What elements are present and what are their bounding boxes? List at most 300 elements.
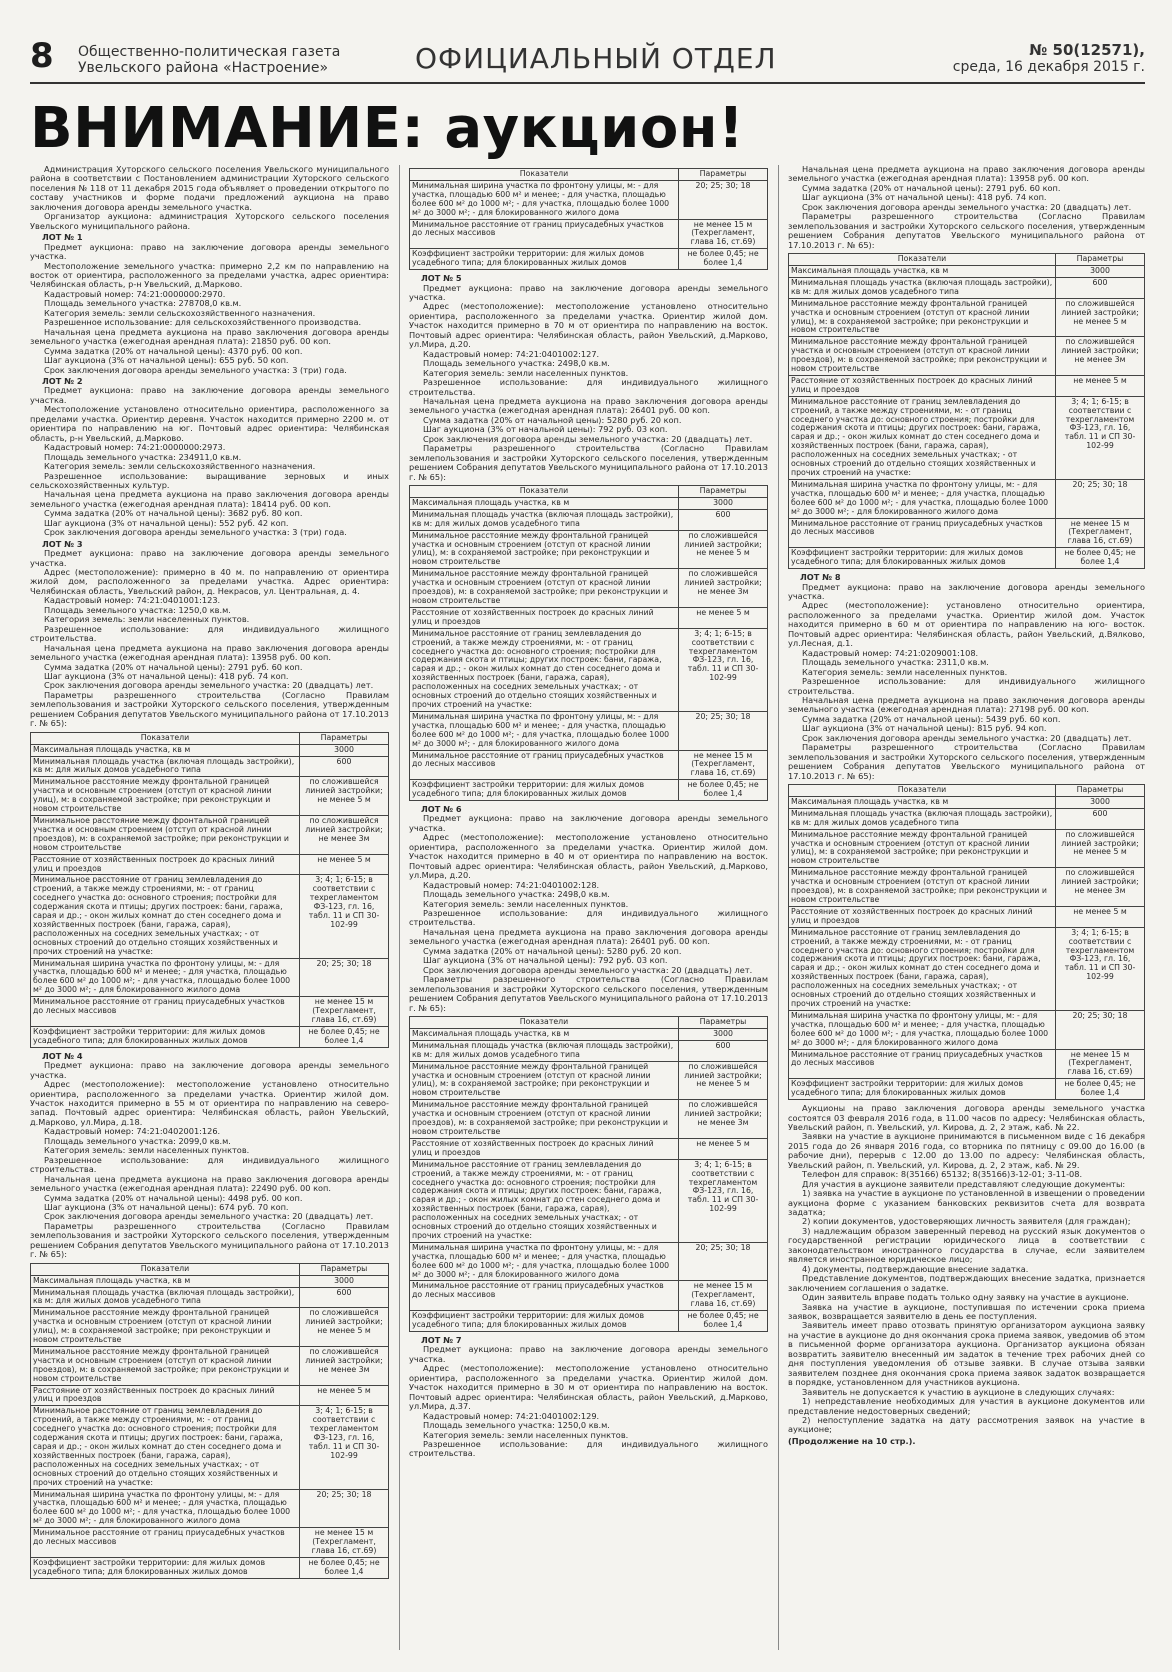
indicator-cell: Минимальное расстояние между фронтальной границей участка и основным строением (отступ от красной линии улиц), м: в сохраняемой застройке; при реконструкции и новом строительстве — [789, 829, 1056, 868]
issue-info — [953, 42, 1145, 75]
paragraph: Срок заключения договора аренды земельного участка: 3 (три) года. — [44, 364, 347, 375]
value-cell: 3000 — [679, 497, 768, 509]
indicator-cell: Коэффициент застройки территории: для жилых домов усадебного типа; для блокированных жилых домов — [410, 1311, 679, 1332]
value-cell: 3; 4; 1; 6-15; в соответствии с техрегламентом ФЗ-123, гл. 16, табл. 11 и СП 30-102-99 — [1056, 927, 1145, 1010]
paragraph: Площадь земельного участка: 1250,0 кв.м. — [44, 604, 231, 615]
value-cell: 600 — [679, 1040, 768, 1061]
table-row — [31, 1557, 389, 1578]
value-cell: не менее 15 м (Техрегламент, глава 16, ст.69) — [679, 219, 768, 249]
paragraph: Предмет аукциона: право на заключение договора аренды земельного участка. — [409, 1344, 768, 1364]
paragraph: Организатор аукциона: администрация Хуторского сельского поселения Увельского муниципального района. — [30, 211, 389, 231]
paragraph: Категория земель: земли сельскохозяйственного назначения. — [44, 307, 316, 318]
table-row — [410, 219, 768, 249]
paragraph: Кадастровый номер: 74:21:0401002:128. — [423, 879, 600, 890]
paragraph: Адрес (местоположение): местоположение установлено относительно ориентира, расположенного за пределами участка. Ориентир жилой дом. Участок находится примерно в 70 м от ориентира по направлению на восток. Почтовый адрес ориентира: Челябинская область, район Увельский, д.Марково, ул.Мира, д.20. — [409, 301, 768, 350]
indicator-cell: Коэффициент застройки территории: для жилых домов усадебного типа; для блокированных жилых домов — [410, 780, 679, 801]
indicator-cell: Минимальное расстояние между фронтальной границей участка и основным строением (отступ от красной линии проездов), м: в сохраняемой застройке; при реконструкции и новом строительстве — [789, 868, 1056, 907]
table-header-cell: Параметры — [679, 1017, 768, 1029]
paragraph: Местоположение земельного участка: примерно 2,2 км по направлению на восток от ориентира, расположенного за пределами участка, адрес ориентира: Челябинская область, р-н Увельский, д.Марково. — [30, 260, 389, 290]
paragraph: Срок заключения договора аренды земельного участка: 20 (двадцать) лет. — [802, 201, 1132, 212]
indicator-cell: Минимальное расстояние от границ землевладения до строений, а также между строениями, м: - от границ соседнего участка до: основного строения; постройки для содержания скота и птицы; других построек: бани, гаража, сарая и др.; - окон жилых комнат до стен соседнего дома и хозяйственных построек (бани, гаража, сарая), расположенных на соседних земельных участках; - от основных строений до отдельно стоящих хозяйственных и прочих строений на участке: — [410, 1159, 679, 1242]
paragraph: Предмет аукциона: право на заключение договора аренды земельного участка. — [409, 282, 768, 302]
paragraph: Адрес (местоположение): местоположение установлено относительно ориентира, расположенного за пределами участка. Ориентир жилой дом. Участок находится примерно в 55 м от ориентира по направлению на северо-запад. Почтовый адрес ориентира: Челябинская область, район Увельский, д.Марково, ул.Мира, д.18. — [30, 1079, 389, 1127]
indicator-cell: Минимальное расстояние от границ землевладения до строений, а также между строениями, м: - от границ соседнего участка до: основного строения; постройки для содержания скота и птицы; других построек: бани, гаража, сарая и др.; - окон жилых комнат до стен соседнего дома и хозяйственных построек (бани, гаража, сарая), расположенных на соседних земельных участках; - от основных строений до отдельно стоящих хозяйственных и прочих строений на участке: — [31, 1406, 300, 1489]
indicator-cell: Расстояние от хозяйственных построек до красных линий улиц и проездов — [31, 1385, 300, 1406]
table-row — [410, 497, 768, 509]
table-row — [410, 607, 768, 628]
indicator-cell: Минимальное расстояние от границ приусадебных участков до лесных массивов — [31, 1528, 300, 1558]
paragraph: Предмет аукциона: право на заключение договора аренды земельного участка. — [30, 548, 389, 568]
indicator-cell: Минимальное расстояние между фронтальной границей участка и основным строением (отступ от красной линии проездов), м: в сохраняемой застройке; при реконструкции и новом строительстве — [410, 1100, 679, 1139]
paragraph: 2) копии документов, удостоверяющих личность заявителя (для граждан); — [802, 1216, 1131, 1227]
paragraph: Сумма задатка (20% от начальной цены): 4370 руб. 00 коп. — [44, 345, 303, 356]
paragraph: Срок заключения договора аренды земельного участка: 20 (двадцать) лет. — [44, 680, 374, 691]
table-row — [31, 875, 389, 958]
paragraph: Срок заключения договора аренды земельного участка: 20 (двадцать) лет. — [44, 1211, 374, 1222]
table-row — [31, 1528, 389, 1558]
paragraph: Начальная цена предмета аукциона на право заключения договора аренды земельного участка (ежегодная арендная плата): 22490 руб. 00 коп. — [30, 1173, 389, 1194]
indicator-cell: Минимальная ширина участка по фронтону улицы, м: - для участка, площадью 600 м² и менее; - для участка, площадью более 600 м² до 1000 м²; - для участка, площадью более 1000 м² до 3000 м²; - для блокированного жилого дома — [789, 1010, 1056, 1049]
paragraph: Сумма задатка (20% от начальной цены): 2791 руб. 60 коп. — [44, 661, 303, 672]
paragraph: Категория земель: земли населенных пунктов. — [423, 367, 629, 378]
paragraph: Разрешенное использование: для индивидуального жилищного строительства. — [409, 1438, 768, 1459]
value-cell: по сложившейся линией застройки; не менее 5 м — [300, 1308, 389, 1347]
table-row — [410, 711, 768, 750]
lot-heading: ЛОТ № 3 — [42, 538, 83, 549]
indicator-cell: Минимальное расстояние от границ землевладения до строений, а также между строениями, м: - от границ соседнего участка до: основного строения; постройки для содержания скота и птицы; других построек: бани, гаража, сарая и др.; - окон жилых комнат до стен соседнего дома и хозяйственных построек (бани, гаража, сарая), расположенных на соседних земельных участках; - от основных строений до отдельно стоящих хозяйственных и прочих строений на участке: — [789, 396, 1056, 479]
value-cell: по сложившейся линией застройки; не менее 3м — [679, 1100, 768, 1139]
paragraph: Начальная цена предмета аукциона на право заключения договора аренды земельного участка (ежегодная арендная плата): 27198 руб. 00 коп. — [788, 694, 1145, 715]
table-row — [410, 1242, 768, 1281]
value-cell: 3; 4; 1; 6-15; в соответствии с техрегламентом ФЗ-123, гл. 16, табл. 11 и СП 30-102-99 — [679, 628, 768, 711]
table-row — [410, 1028, 768, 1040]
indicator-cell: Минимальное расстояние между фронтальной границей участка и основным строением (отступ от красной линии улиц), м: в сохраняемой застройке; при реконструкции и новом строительстве — [410, 530, 679, 569]
paragraph: Шаг аукциона (3% от начальной цены): 792 руб. 03 коп. — [423, 955, 668, 966]
indicator-cell: Минимальное расстояние от границ приусадебных участков до лесных массивов — [410, 219, 679, 249]
newspaper-name-line1: Общественно-политическая газета — [78, 44, 341, 60]
table-row — [31, 1406, 389, 1489]
table-row — [410, 1061, 768, 1100]
paragraph: Предмет аукциона: право на заключение договора аренды земельного участка. — [30, 1060, 389, 1080]
column-divider — [399, 165, 400, 1650]
column-1 — [30, 165, 389, 1650]
table-row — [410, 750, 768, 780]
indicator-cell: Минимальное расстояние между фронтальной границей участка и основным строением (отступ от красной линии улиц), м: в сохраняемой застройке; при реконструкции и новом строительстве — [789, 298, 1056, 337]
paragraph: Категория земель: земли населенных пунктов. — [423, 1429, 629, 1440]
value-cell: не менее 15 м (Техрегламент, глава 16, ст.69) — [1056, 518, 1145, 548]
value-cell: не менее 15 м (Техрегламент, глава 16, ст.69) — [679, 750, 768, 780]
table-row — [31, 1275, 389, 1287]
value-cell: 3; 4; 1; 6-15; в соответствии с техрегламентом ФЗ-123, гл. 16, табл. 11 и СП 30-102-99 — [679, 1159, 768, 1242]
paragraph: Заявитель не допускается к участию в аукционе в следующих случаях: — [802, 1386, 1115, 1397]
value-cell: не менее 5 м — [300, 854, 389, 875]
table-row — [789, 375, 1145, 396]
value-cell: 3; 4; 1; 6-15; в соответствии с техрегламентом ФЗ-123, гл. 16, табл. 11 и СП 30-102-99 — [1056, 396, 1145, 479]
paragraph: Площадь земельного участка: 1250,0 кв.м. — [423, 1420, 610, 1431]
paragraph: Категория земель: земли населенных пунктов. — [423, 898, 629, 909]
paragraph: 2) непоступление задатка на дату рассмотрения заявок на участие в аукционе; — [788, 1415, 1145, 1435]
table-header-row — [410, 169, 768, 181]
lot-heading: ЛОТ № 7 — [421, 1335, 462, 1345]
table-header-cell: Параметры — [300, 732, 389, 744]
paragraph: Срок заключения договора аренды земельного участка: 20 (двадцать) лет. — [423, 964, 753, 975]
lot-heading: ЛОТ № 1 — [42, 232, 83, 243]
table-row — [410, 530, 768, 569]
paragraph: Начальная цена предмета аукциона на право заключения договора аренды земельного участка (ежегодная арендная плата): 13958 руб. 00 коп. — [788, 165, 1145, 184]
value-cell: 3000 — [679, 1028, 768, 1040]
value-cell: 3000 — [1056, 265, 1145, 277]
table-row — [789, 1010, 1145, 1049]
paragraph: Начальная цена предмета аукциона на право заключения договора аренды земельного участка (ежегодная арендная плата): 13958 руб. 00 коп. — [30, 642, 389, 663]
table-header-cell: Показатели — [410, 169, 679, 181]
indicator-cell: Коэффициент застройки территории: для жилых домов усадебного типа; для блокированных жилых домов — [31, 1026, 300, 1047]
issue-number: № 50(12571), — [1029, 41, 1145, 59]
value-cell: по сложившейся линией застройки; не менее 5 м — [300, 777, 389, 816]
paragraph: 1) заявка на участие в аукционе по установленной в извещении о проведении аукциона форме с указанием банковских реквизитов счета для возврата задатка; — [788, 1188, 1145, 1218]
value-cell: по сложившейся линией застройки; не менее 3м — [1056, 337, 1145, 376]
table-header-cell: Параметры — [1056, 254, 1145, 266]
value-cell: по сложившейся линией застройки; не менее 3м — [300, 815, 389, 854]
value-cell: 20; 25; 30; 18 — [679, 711, 768, 750]
value-cell: 20; 25; 30; 18 — [300, 1489, 389, 1528]
indicator-cell: Максимальная площадь участка, кв м — [31, 744, 300, 756]
table-header-row — [31, 732, 389, 744]
paragraph: Начальная цена предмета аукциона на право заключения договора аренды земельного участка (ежегодная арендная плата): 21850 руб. 00 коп. — [30, 326, 389, 347]
table-row — [31, 1346, 389, 1385]
table-row — [789, 1049, 1145, 1079]
table-row — [31, 756, 389, 777]
parameters-table — [788, 253, 1145, 569]
paragraph: Кадастровый номер: 74:21:0000000:2970. — [44, 288, 226, 299]
paragraph: Сумма задатка (20% от начальной цены): 3682 руб. 80 коп. — [44, 508, 303, 519]
indicator-cell: Коэффициент застройки территории: для жилых домов усадебного типа; для блокированных жилых домов — [410, 249, 679, 270]
lot-heading: ЛОТ № 6 — [421, 804, 462, 815]
page-number: 8 — [30, 36, 54, 76]
parameters-table — [409, 485, 768, 801]
value-cell: 20; 25; 30; 18 — [1056, 479, 1145, 518]
indicator-cell: Минимальное расстояние между фронтальной границей участка и основным строением (отступ от красной линии проездов), м: в сохраняемой застройке; при реконструкции и новом строительстве — [410, 569, 679, 608]
table-header-row — [789, 254, 1145, 266]
paragraph: 3) надлежащим образом заверенный перевод на русский язык документов о государственной регистрации юридического лица в соответствии с законодательством иностранного государства в случае, если заявителем является иностранное юридическое лицо; — [788, 1225, 1145, 1265]
table-row — [31, 1489, 389, 1528]
paragraph: 4) документы, подтверждающие внесение задатка. — [802, 1263, 1029, 1274]
value-cell: 3000 — [1056, 796, 1145, 808]
table-header-cell: Параметры — [679, 486, 768, 498]
paragraph: Разрешенное использование: для индивидуального жилищного строительства. — [30, 623, 389, 644]
table-row — [410, 1100, 768, 1139]
value-cell: не более 0,45; не более 1,4 — [300, 1026, 389, 1047]
value-cell: 600 — [1056, 277, 1145, 298]
indicator-cell: Максимальная площадь участка, кв м — [789, 796, 1056, 808]
table-header-cell: Показатели — [31, 732, 300, 744]
indicator-cell: Минимальное расстояние между фронтальной границей участка и основным строением (отступ от красной линии проездов), м: в сохраняемой застройке; при реконструкции и новом строительстве — [789, 337, 1056, 376]
paragraph: Телефон для справок: 8(35166) 65132; 8(35166)3-12-01; 3-11-08. — [802, 1169, 1083, 1180]
table-header-row — [410, 486, 768, 498]
table-row — [789, 298, 1145, 337]
value-cell: 20; 25; 30; 18 — [679, 1242, 768, 1281]
paragraph: Разрешенное использование: для индивидуального жилищного строительства. — [788, 676, 1145, 696]
lot-heading: ЛОТ № 4 — [42, 1050, 83, 1061]
indicator-cell: Минимальная ширина участка по фронтону улицы, м: - для участка, площадью 600 м² и менее; - для участка, площадью более 600 м² до 1000 м²; - для участка, площадью более 1000 м² до 3000 м²; - для блокированного жилого дома — [31, 1489, 300, 1528]
lot-heading: ЛОТ № 8 — [800, 572, 841, 583]
value-cell: по сложившейся линией застройки; не менее 5 м — [1056, 829, 1145, 868]
indicator-cell: Расстояние от хозяйственных построек до красных линий улиц и проездов — [410, 1138, 679, 1159]
paragraph: Площадь земельного участка: 234911,0 кв.м. — [44, 451, 242, 462]
indicator-cell: Максимальная площадь участка, кв м — [789, 265, 1056, 277]
value-cell: не более 0,45; не более 1,4 — [679, 1311, 768, 1332]
indicator-cell: Расстояние от хозяйственных построек до красных линий улиц и проездов — [31, 854, 300, 875]
paragraph: Категория земель: земли населенных пунктов. — [802, 666, 1008, 677]
paragraph: Разрешенное использование: для индивидуального жилищного строительства. — [409, 377, 768, 397]
paragraph: Площадь земельного участка: 2311,0 кв.м. — [802, 657, 989, 668]
table-row — [31, 1308, 389, 1347]
table-row — [410, 1281, 768, 1311]
indicator-cell: Минимальная площадь участка (включая площадь застройки), кв м: для жилых домов усадебного типа — [31, 1287, 300, 1308]
page-header — [30, 36, 1145, 78]
continuation-note: (Продолжение на 10 стр.). — [788, 1435, 916, 1446]
paragraph: Категория земель: земли населенных пунктов. — [44, 614, 250, 625]
paragraph: Разрешенное использование: для индивидуального жилищного строительства. — [409, 908, 768, 928]
indicator-cell: Минимальное расстояние между фронтальной границей участка и основным строением (отступ от красной линии проездов), м: в сохраняемой застройке; при реконструкции и новом строительстве — [31, 1346, 300, 1385]
table-row — [789, 927, 1145, 1010]
paragraph: Шаг аукциона (3% от начальной цены): 792 руб. 03 коп. — [423, 424, 668, 435]
table-row — [31, 958, 389, 997]
paragraph: Площадь земельного участка: 278708,0 кв.м. — [44, 298, 242, 309]
value-cell: 3; 4; 1; 6-15; в соответствии с техрегламентом ФЗ-123, гл. 16, табл. 11 и СП 30-102-99 — [300, 875, 389, 958]
paragraph: Параметры разрешенного строительства (Согласно Правилам землепользования и застройки Хуторского сельского поселения, утвержденным решением Собрания депутатов Увельского муниципального района от 17.10.2013 г. № 65): — [788, 211, 1145, 250]
table-header-cell: Параметры — [300, 1263, 389, 1275]
paragraph: Местоположение установлено относительно ориентира, расположенного за пределами участка. Ориентир деревня. Участок находится примерно 2200 м. от ориентира по направлению на юг. Почтовый адрес ориентира: Челябинская область, р-н Увельский, д.Марково. — [30, 404, 389, 443]
issue-date: среда, 16 декабря 2015 г. — [952, 59, 1145, 75]
paragraph: 1) непредставление необходимых для участия в аукционе документов или представление недостоверных сведений; — [788, 1396, 1145, 1416]
paragraph: Сумма задатка (20% от начальной цены): 4498 руб. 00 коп. — [44, 1192, 303, 1203]
indicator-cell: Минимальное расстояние между фронтальной границей участка и основным строением (отступ от красной линии улиц), м: в сохраняемой застройке; при реконструкции и новом строительстве — [410, 1061, 679, 1100]
section-title: ОФИЦИАЛЬНЫЙ ОТДЕЛ — [415, 42, 777, 75]
table-row — [789, 548, 1145, 569]
paragraph: Адрес (местоположение): установлено относительно ориентира, расположенного за пределами участка. Ориентир жилой дом. Участок находится примерно в 60 м от ориентира по направлению на юго- восток. Почтовый адрес ориентира: Челябинская область, район Увельский, д.Вялково, ул.Лесная, д.1. — [788, 600, 1145, 649]
paragraph: Представление документов, подтверждающих внесение задатка, признается заключением соглашения о задатке. — [788, 1273, 1145, 1293]
value-cell: 20; 25; 30; 18 — [300, 958, 389, 997]
paragraph: Шаг аукциона (3% от начальной цены): 418 руб. 74 коп. — [802, 192, 1047, 203]
value-cell: 3000 — [300, 744, 389, 756]
indicator-cell: Минимальная ширина участка по фронтону улицы, м: - для участка, площадью 600 м² и менее; - для участка, площадью более 600 м² до 1000 м²; - для участка, площадью более 1000 м² до 3000 м²; - для блокированного жилого дома — [410, 180, 679, 219]
paragraph: Сумма задатка (20% от начальной цены): 5280 руб. 20 коп. — [423, 945, 682, 956]
value-cell: не более 0,45; не более 1,4 — [300, 1557, 389, 1578]
value-cell: 20; 25; 30; 18 — [679, 180, 768, 219]
paragraph: Площадь земельного участка: 2498,0 кв.м. — [423, 889, 610, 900]
indicator-cell: Коэффициент застройки территории: для жилых домов усадебного типа; для блокированных жилых домов — [789, 548, 1056, 569]
indicator-cell: Минимальная площадь участка (включая площадь застройки), кв м: для жилых домов усадебного типа — [789, 808, 1056, 829]
paragraph: Параметры разрешенного строительства (Согласно Правилам землепользования и застройки Хуторского сельского поселения, утвержденным решением Собрания депутатов Увельского муниципального района от 17.10.2013 г. № 65): — [409, 974, 768, 1013]
paragraph: Начальная цена предмета аукциона на право заключения договора аренды земельного участка (ежегодная арендная плата): 26401 руб. 00 коп. — [409, 926, 768, 947]
value-cell: не менее 5 м — [679, 607, 768, 628]
paragraph: Кадастровый номер: 74:21:0000000:2973. — [44, 442, 226, 453]
value-cell: 600 — [679, 509, 768, 530]
value-cell: не менее 5 м — [300, 1385, 389, 1406]
indicator-cell: Максимальная площадь участка, кв м — [31, 1275, 300, 1287]
indicator-cell: Минимальное расстояние от границ землевладения до строений, а также между строениями, м: - от границ соседнего участка до: основного строения; постройки для содержания скота и птицы; других построек: бани, гаража, сарая и др.; - окон жилых комнат до стен соседнего дома и хозяйственных построек (бани, гаража, сарая), расположенных на соседних земельных участках; - от основных строений до отдельно стоящих хозяйственных и прочих строений на участке: — [410, 628, 679, 711]
indicator-cell: Коэффициент застройки территории: для жилых домов усадебного типа; для блокированных жилых домов — [789, 1079, 1056, 1100]
indicator-cell: Расстояние от хозяйственных построек до красных линий улиц и проездов — [410, 607, 679, 628]
table-row — [31, 815, 389, 854]
table-header-cell: Показатели — [410, 486, 679, 498]
table-row — [789, 808, 1145, 829]
table-row — [789, 337, 1145, 376]
table-row — [31, 1287, 389, 1308]
parameters-table — [30, 1263, 389, 1579]
indicator-cell: Минимальное расстояние от границ приусадебных участков до лесных массивов — [789, 1049, 1056, 1079]
headline: ВНИМАНИЕ: аукцион! — [30, 96, 745, 161]
parameters-table — [409, 168, 768, 270]
paragraph: Кадастровый номер: 74:21:0401002:129. — [423, 1410, 600, 1421]
indicator-cell: Минимальное расстояние между фронтальной границей участка и основным строением (отступ от красной линии улиц), м: в сохраняемой застройке; при реконструкции и новом строительстве — [31, 1308, 300, 1347]
value-cell: по сложившейся линией застройки; не менее 3м — [679, 569, 768, 608]
paragraph: Заявка на участие в аукционе, поступившая по истечении срока приема заявок, возвращается заявителю в день ее поступления. — [788, 1301, 1145, 1322]
value-cell: не менее 5 м — [1056, 375, 1145, 396]
paragraph: Заявитель имеет право отозвать принятую организатором аукциона заявку на участие в аукционе до дня окончания срока приема заявок, уведомив об этом в письменной форме организатора аукциона. Организатор аукциона обязан возвратить заявителю внесенный им задаток в течение трех рабочих дней со дня поступления уведомления об отзыве заявки. В случае отзыва заявки заявителем позднее дня окончания срока приема заявок задаток возвращается в порядке, установленном для участников аукциона. — [788, 1320, 1145, 1388]
paragraph: Сумма задатка (20% от начальной цены): 2791 руб. 60 коп. — [802, 182, 1061, 193]
paragraph: Шаг аукциона (3% от начальной цены): 655 руб. 50 коп. — [44, 355, 289, 366]
header-rule — [30, 82, 1145, 84]
value-cell: не менее 15 м (Техрегламент, глава 16, ст.69) — [300, 997, 389, 1027]
value-cell: 600 — [300, 756, 389, 777]
value-cell: не более 0,45; не более 1,4 — [1056, 548, 1145, 569]
table-row — [410, 1138, 768, 1159]
table-row — [31, 1026, 389, 1047]
table-row — [789, 906, 1145, 927]
table-row — [410, 780, 768, 801]
paragraph: Площадь земельного участка: 2099,0 кв.м. — [44, 1135, 231, 1146]
table-row — [31, 1385, 389, 1406]
indicator-cell: Минимальное расстояние от границ приусадебных участков до лесных массивов — [410, 1281, 679, 1311]
indicator-cell: Минимальная ширина участка по фронтону улицы, м: - для участка, площадью 600 м² и менее; - для участка, площадью более 600 м² до 1000 м²; - для участка, площадью более 1000 м² до 3000 м²; - для блокированного жилого дома — [789, 479, 1056, 518]
value-cell: 20; 25; 30; 18 — [1056, 1010, 1145, 1049]
indicator-cell: Минимальное расстояние от границ приусадебных участков до лесных массивов — [410, 750, 679, 780]
paragraph: Кадастровый номер: 74:21:0402001:126. — [44, 1126, 221, 1137]
table-header-cell: Показатели — [789, 254, 1056, 266]
value-cell: не менее 15 м (Техрегламент, глава 16, ст.69) — [679, 1281, 768, 1311]
indicator-cell: Минимальное расстояние от границ приусадебных участков до лесных массивов — [31, 997, 300, 1027]
parameters-table — [788, 784, 1145, 1100]
indicator-cell: Минимальная ширина участка по фронтону улицы, м: - для участка, площадью 600 м² и менее; - для участка, площадью более 600 м² до 1000 м²; - для участка, площадью более 1000 м² до 3000 м²; - для блокированного жилого дома — [410, 1242, 679, 1281]
value-cell: не менее 5 м — [1056, 906, 1145, 927]
indicator-cell: Минимальное расстояние между фронтальной границей участка и основным строением (отступ от красной линии проездов), м: в сохраняемой застройке; при реконструкции и новом строительстве — [31, 815, 300, 854]
paragraph: Параметры разрешенного строительства (Согласно Правилам землепользования и застройки Хуторского сельского поселения, утвержденным решением Собрания депутатов Увельского муниципального района от 17.10.2013 г. № 65): — [409, 443, 768, 482]
table-header-cell: Параметры — [1056, 785, 1145, 797]
value-cell: 600 — [1056, 808, 1145, 829]
paragraph: Адрес (местоположение): примерно в 40 м. по направлению от ориентира жилой дом, расположенного за пределами участка. Адрес ориентира: Челябинская область, Увельский район, д. Некрасов, ул. Центральная, д. 4. — [30, 567, 389, 596]
table-row — [31, 997, 389, 1027]
paragraph: Один заявитель вправе подать только одну заявку на участие в аукционе. — [802, 1292, 1129, 1303]
table-header-row — [789, 785, 1145, 797]
paragraph: Аукционы на право заключения договора аренды земельного участка состоятся 03 февраля 2016 года, в 11.00 часов по адресу: Челябинская область, Увельский район, п. Увельский, ул. Кирова, д. 2, 2 этаж, каб. № 22. — [788, 1103, 1145, 1132]
paragraph: Адрес (местоположение): местоположение установлено относительно ориентира, расположенного за пределами участка. Ориентир жилой дом. Участок находится примерно в 40 м от ориентира по направлению на восток. Почтовый адрес ориентира: Челябинская область, район Увельский, д.Марково, ул.Мира, д.20. — [409, 832, 768, 881]
value-cell: не более 0,45; не более 1,4 — [679, 780, 768, 801]
paragraph: Предмет аукциона: право на заключение договора аренды земельного участка. — [30, 385, 389, 405]
indicator-cell: Минимальная ширина участка по фронтону улицы, м: - для участка, площадью 600 м² и менее; - для участка, площадью более 600 м² до 1000 м²; - для участка, площадью более 1000 м² до 3000 м²; - для блокированного жилого дома — [410, 711, 679, 750]
table-row — [789, 868, 1145, 907]
paragraph: Категория земель: земли сельскохозяйственного назначения. — [44, 461, 316, 472]
indicator-cell: Минимальная площадь участка (включая площадь застройки), кв м: для жилых домов усадебного типа — [31, 756, 300, 777]
paragraph: Шаг аукциона (3% от начальной цены): 418 руб. 74 коп. — [44, 671, 289, 682]
parameters-table — [409, 1016, 768, 1332]
table-header-row — [31, 1263, 389, 1275]
table-row — [789, 796, 1145, 808]
paragraph: Срок заключения договора аренды земельного участка: 20 (двадцать) лет. — [423, 433, 753, 444]
indicator-cell: Расстояние от хозяйственных построек до красных линий улиц и проездов — [789, 375, 1056, 396]
paragraph: Предмет аукциона: право на заключение договора аренды земельного участка. — [409, 813, 768, 833]
indicator-cell: Минимальное расстояние от границ приусадебных участков до лесных массивов — [789, 518, 1056, 548]
indicator-cell: Расстояние от хозяйственных построек до красных линий улиц и проездов — [789, 906, 1056, 927]
indicator-cell: Коэффициент застройки территории: для жилых домов усадебного типа; для блокированных жилых домов — [31, 1557, 300, 1578]
column-divider — [778, 165, 779, 1650]
parameters-table — [30, 732, 389, 1048]
paragraph: Площадь земельного участка: 2498,0 кв.м. — [423, 358, 610, 369]
newspaper-name-line2: Увельского района «Настроение» — [78, 60, 329, 76]
paragraph: Параметры разрешенного строительства (Согласно Правилам землепользования и застройки Хуторского сельского поселения, утвержденным решением Собрания депутатов Увельского муниципального района от 17.10.2013 г. № 65): — [30, 689, 389, 729]
paragraph: Заявки на участие в аукционе принимаются в письменном виде с 16 декабря 2015 года до 26 января 2016 года, со вторника по пятницу с 09.00 до 16.00 (в рабочие дни), перерыв с 12.00 до 13.00 по адресу: Челябинская область, Увельский район, п. Увельский, ул. Кирова, д. 2, 2 этаж, каб. № 29. — [788, 1131, 1145, 1170]
paragraph: Адрес (местоположение): местоположение установлено относительно ориентира, расположенного за пределами участка. Ориентир жилой дом. Участок находится примерно в 30 м от ориентира по направлению на восток. Почтовый адрес ориентира: Челябинская область, район Увельский, д.Марково, ул.Мира, д.37. — [409, 1363, 768, 1412]
paragraph: Шаг аукциона (3% от начальной цены): 674 руб. 70 коп. — [44, 1201, 289, 1212]
indicator-cell: Минимальное расстояние от границ землевладения до строений, а также между строениями, м: - от границ соседнего участка до: основного строения; постройки для содержания скота и птицы; других построек: бани, гаража, сарая и др.; - окон жилых комнат до стен соседнего дома и хозяйственных построек (бани, гаража, сарая), расположенных на соседних земельных участках; - от основных строений до отдельно стоящих хозяйственных и прочих строений на участке: — [789, 927, 1056, 1010]
value-cell: 3; 4; 1; 6-15; в соответствии с техрегламентом ФЗ-123, гл. 16, табл. 11 и СП 30-102-99 — [300, 1406, 389, 1489]
table-row — [410, 569, 768, 608]
value-cell: по сложившейся линией застройки; не менее 5 м — [1056, 298, 1145, 337]
column-3 — [788, 165, 1145, 1650]
table-header-row — [410, 1017, 768, 1029]
lot-heading: ЛОТ № 5 — [421, 273, 462, 284]
paragraph: Начальная цена предмета аукциона на право заключения договора аренды земельного участка (ежегодная арендная плата): 26401 руб. 00 коп. — [409, 395, 768, 416]
value-cell: по сложившейся линией застройки; не менее 3м — [300, 1346, 389, 1385]
table-row — [31, 744, 389, 756]
table-row — [789, 396, 1145, 479]
paragraph: Шаг аукциона (3% от начальной цены): 815 руб. 94 коп. — [802, 723, 1047, 734]
value-cell: не более 0,45; не более 1,4 — [1056, 1079, 1145, 1100]
table-row — [789, 277, 1145, 298]
table-header-cell: Показатели — [31, 1263, 300, 1275]
paragraph: Предмет аукциона: право на заключение договора аренды земельного участка. — [788, 581, 1145, 601]
value-cell: не более 0,45; не более 1,4 — [679, 249, 768, 270]
table-row — [789, 1079, 1145, 1100]
value-cell: по сложившейся линией застройки; не менее 5 м — [679, 1061, 768, 1100]
value-cell: не менее 5 м — [679, 1138, 768, 1159]
paragraph: Разрешенное использование: для индивидуального жилищного строительства. — [30, 1154, 389, 1175]
table-row — [410, 249, 768, 270]
table-row — [789, 265, 1145, 277]
value-cell: по сложившейся линией застройки; не менее 3м — [1056, 868, 1145, 907]
indicator-cell: Минимальная площадь участка (включая площадь застройки), кв м: для жилых домов усадебного типа — [789, 277, 1056, 298]
column-2 — [409, 165, 768, 1650]
indicator-cell: Минимальное расстояние от границ землевладения до строений, а также между строениями, м: - от границ соседнего участка до: основного строения; постройки для содержания скота и птицы; других построек: бани, гаража, сарая и др.; - окон жилых комнат до стен соседнего дома и хозяйственных построек (бани, гаража, сарая), расположенных на соседних земельных участках; - от основных строений до отдельно стоящих хозяйственных и прочих строений на участке: — [31, 875, 300, 958]
paragraph: Кадастровый номер: 74:21:0401001:123. — [44, 595, 221, 606]
lot-heading: ЛОТ № 2 — [42, 375, 83, 386]
table-row — [410, 1040, 768, 1061]
paragraph: Сумма задатка (20% от начальной цены): 5280 руб. 20 коп. — [423, 414, 682, 425]
value-cell: 600 — [300, 1287, 389, 1308]
paragraph: Для участия в аукционе заявители представляют следующие документы: — [802, 1178, 1126, 1189]
table-row — [789, 518, 1145, 548]
paragraph: Разрешенное использование: выращивание зерновых и иных сельскохозяйственных культур. — [30, 470, 389, 490]
paragraph: Параметры разрешенного строительства (Согласно Правилам землепользования и застройки Хуторского сельского поселения, утвержденным решением Собрания депутатов Увельского муниципального района от 17.10.2013 г. № 65): — [788, 742, 1145, 781]
paragraph: Кадастровый номер: 74:21:0401002:127. — [423, 348, 600, 359]
table-row — [410, 180, 768, 219]
paragraph: Шаг аукциона (3% от начальной цены): 552 руб. 42 коп. — [44, 517, 289, 528]
paragraph: Срок заключения договора аренды земельного участка: 20 (двадцать) лет. — [802, 732, 1132, 743]
value-cell: не менее 15 м (Техрегламент, глава 16, ст.69) — [1056, 1049, 1145, 1079]
table-row — [410, 628, 768, 711]
table-row — [789, 829, 1145, 868]
paragraph: Предмет аукциона: право на заключение договора аренды земельного участка. — [30, 241, 389, 262]
